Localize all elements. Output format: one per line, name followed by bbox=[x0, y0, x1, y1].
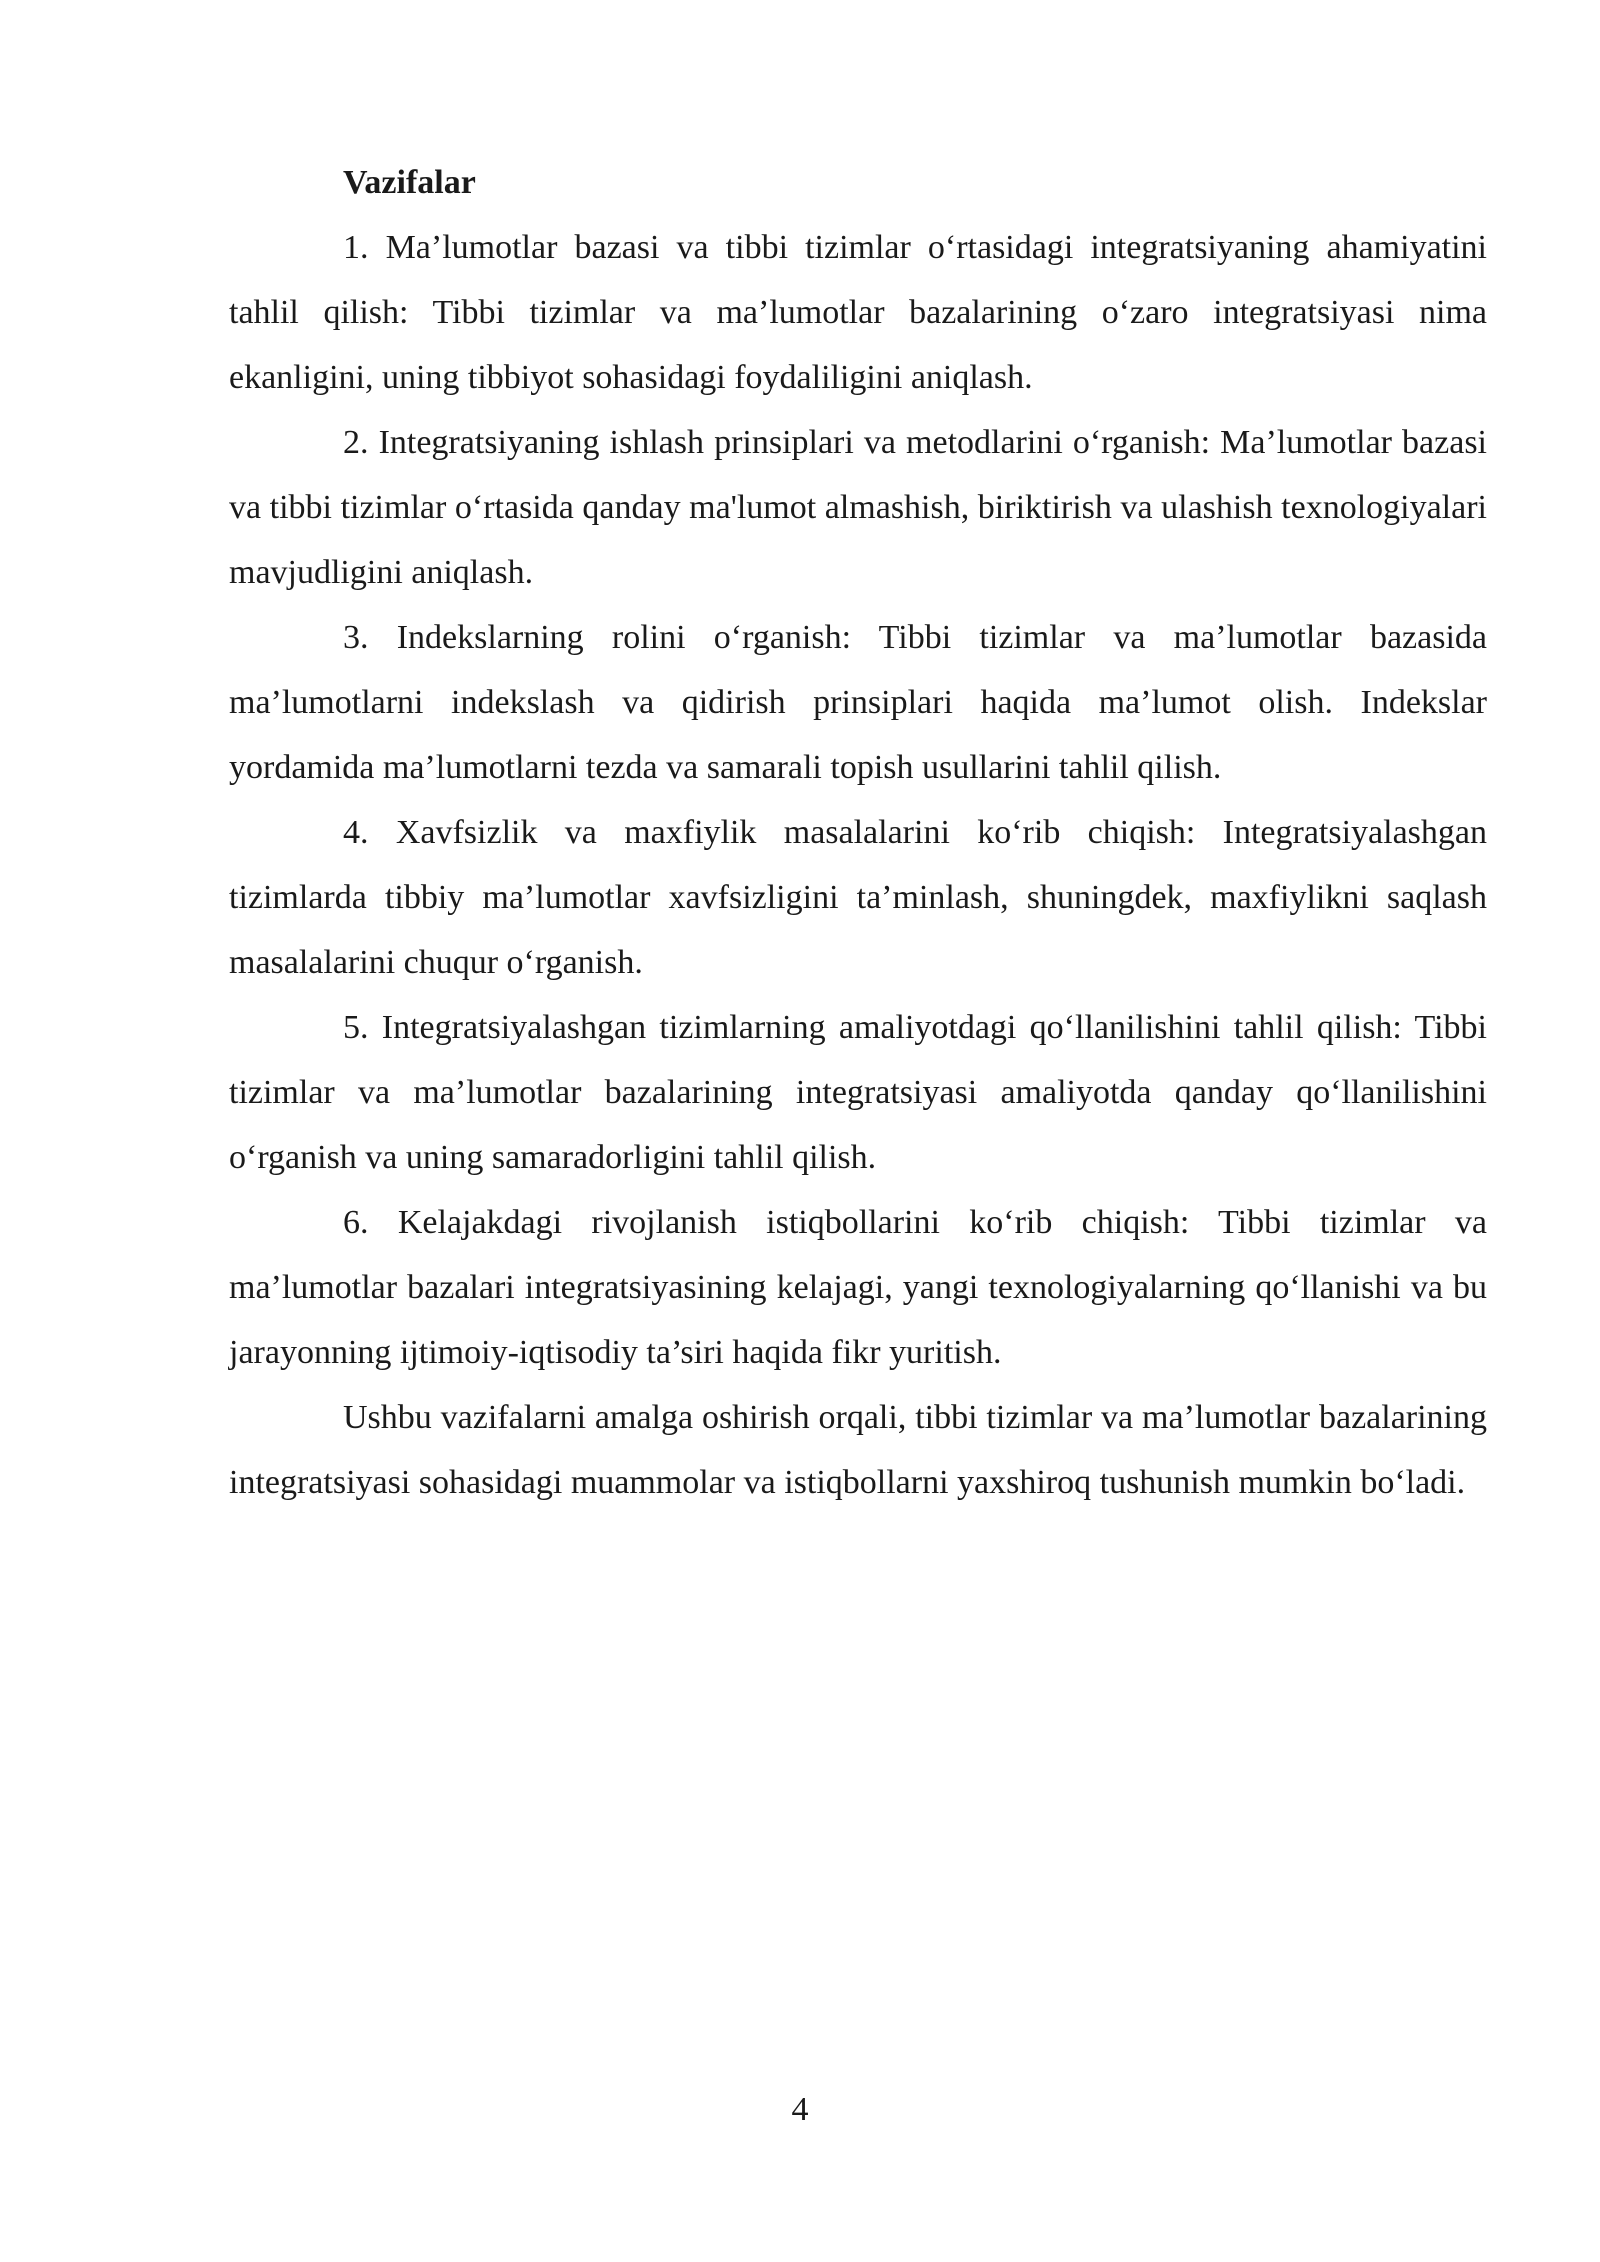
section-heading: Vazifalar bbox=[343, 164, 476, 201]
page-body bbox=[229, 150, 1487, 1515]
page-number: 4 bbox=[791, 2091, 809, 2128]
task-paragraph-6: 6. Kelajakdagi rivojlanish istiqbollarini ko‘rib chiqish: Tibbi tizimlar va ma’lumotlar bazalari integratsiyasining kelajagi, yangi texnologiyalarning qo‘llanishi va bu jarayonning ijtimoiy-iqtisodiy ta’siri haqida fikr yuritish. bbox=[229, 1204, 1487, 1371]
task-paragraph-4: 4. Xavfsizlik va maxfiylik masalalarini ko‘rib chiqish: Integratsiyalashgan tizimlarda tibbiy ma’lumotlar xavfsizligini ta’minlash, shuningdek, maxfiylikni saqlash masalalarini chuqur o‘rganish. bbox=[229, 814, 1487, 981]
task-paragraph-3: 3. Indekslarning rolini o‘rganish: Tibbi tizimlar va ma’lumotlar bazasida ma’lumotlarni indekslash va qidirish prinsiplari haqida ma’lumot olish. Indekslar yordamida ma’lumotlarni tezda va samarali topish usullarini tahlil qilish. bbox=[229, 619, 1487, 786]
task-paragraph-1: 1. Ma’lumotlar bazasi va tibbi tizimlar o‘rtasidagi integratsiyaning ahamiyatini tahlil qilish: Tibbi tizimlar va ma’lumotlar bazalarining o‘zaro integratsiyasi nima ekanligini, uning tibbiyot sohasidagi foydaliligini aniqlash. bbox=[229, 229, 1487, 396]
task-paragraph-2: 2. Integratsiyaning ishlash prinsiplari va metodlarini o‘rganish: Ma’lumotlar bazasi va tibbi tizimlar o‘rtasida qanday ma'lumot almashish, biriktirish va ulashish texnologiyalari mavjudligini aniqlash. bbox=[229, 424, 1487, 591]
conclusion-paragraph: Ushbu vazifalarni amalga oshirish orqali, tibbi tizimlar va ma’lumotlar bazalarining integratsiyasi sohasidagi muammolar va istiqbollarni yaxshiroq tushunish mumkin bo‘ladi. bbox=[229, 1399, 1487, 1501]
task-paragraph-5: 5. Integratsiyalashgan tizimlarning amaliyotdagi qo‘llanilishini tahlil qilish: Tibbi tizimlar va ma’lumotlar bazalarining integratsiyasi amaliyotda qanday qo‘llanilishini o‘rganish va uning samaradorligini tahlil qilish. bbox=[229, 1009, 1487, 1176]
